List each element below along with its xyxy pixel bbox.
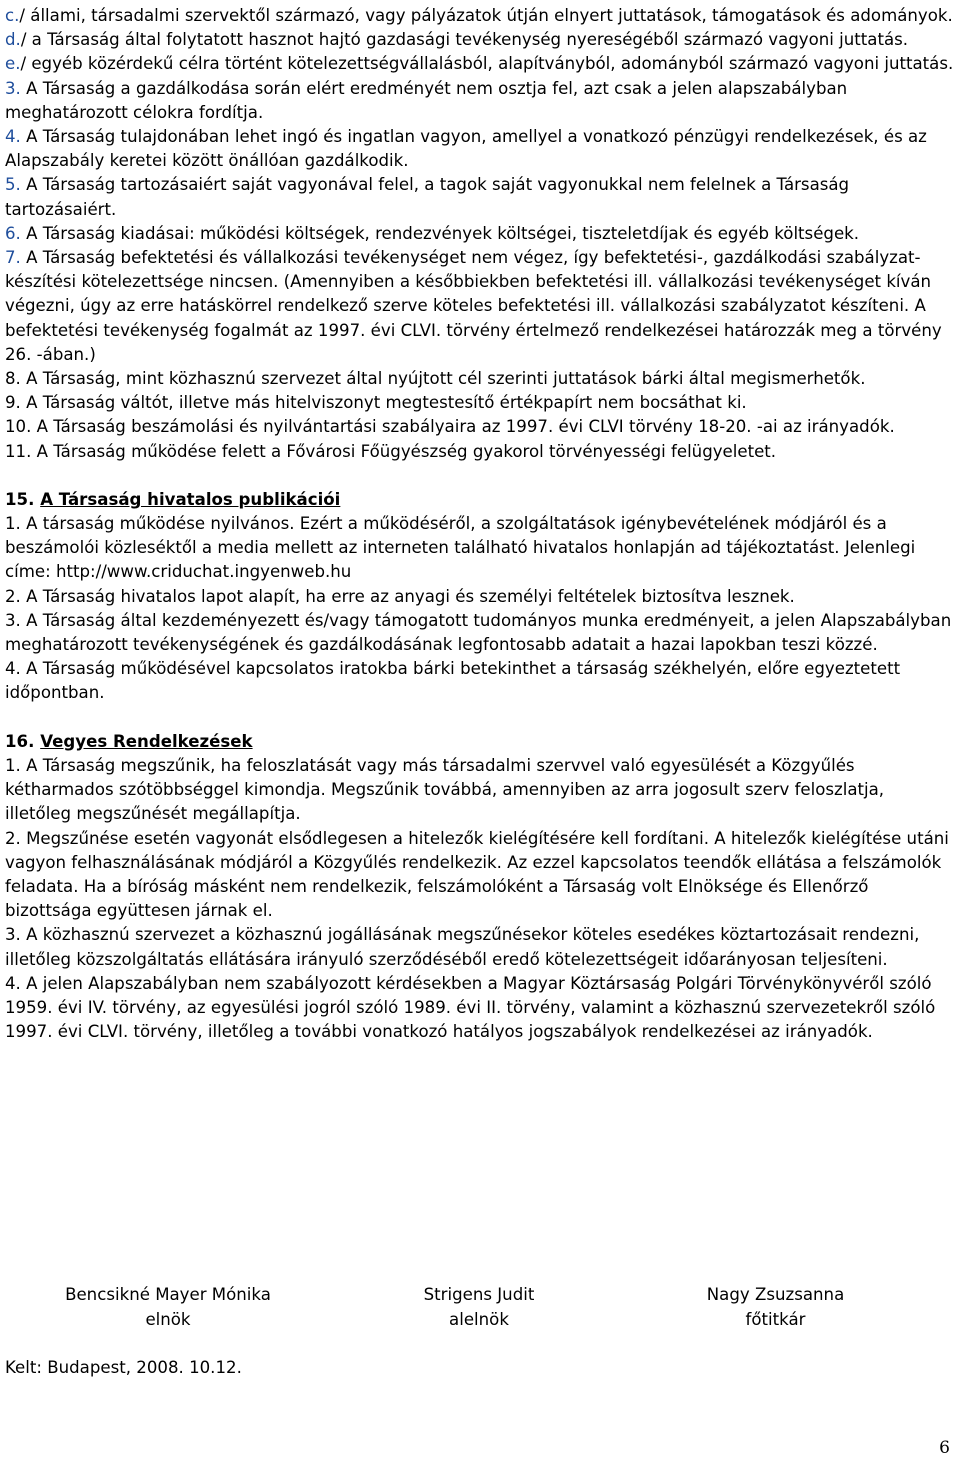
list-item (5, 173, 955, 221)
signature-block (0, 1282, 960, 1342)
item-marker: d. (5, 30, 21, 50)
item-text: A Társaság tartozásaiért saját vagyonával felel, a tagok saját vagyonukkal nem felelnek a Társaság tartozásaiért. (5, 175, 850, 219)
section-paragraph: 3. A Társaság által kezdeményezett és/vagy támogatott tudományos munka eredményeit, a jelen Alapszabályban meghatározott tevékenységének és gazdálkodásának legfontosabb adatait a hazai lapokban teszi közzé. (5, 610, 952, 655)
signatory-name: Strigens Judit (423, 1285, 535, 1304)
section-paragraph: 2. A Társaság hivatalos lapot alapít, ha erre az anyagi és személyi feltételek biztosítva lesznek. (5, 586, 795, 606)
item-text: A Társaság kiadásai: működési költségek, rendezvények költségei, tiszteletdíjak és egyéb költségek. (20, 223, 860, 243)
section-paragraph: 4. A Társaság működésével kapcsolatos iratokba bárki betekinthet a társaság székhelyén, előre egyeztetett időpontban. (5, 659, 901, 703)
section-15 (5, 488, 955, 706)
spacer (5, 464, 955, 488)
item-text: A Társaság a gazdálkodása során elért eredményét nem osztja fel, azt csak a jelen alapszabályban meghatározott célokra fordítja. (5, 78, 848, 122)
section-heading (5, 730, 955, 754)
item-text: / a Társaság által folytatott hasznot hajtó gazdasági tevékenység nyereségéből származó vagyoni juttatás. (20, 30, 909, 50)
signature-president (58, 1282, 278, 1332)
section-title: A Társaság hivatalos publikációi (40, 489, 341, 509)
item-marker: 5. (5, 175, 21, 195)
signatory-role: főtitkár (745, 1310, 806, 1329)
list-item (5, 125, 955, 173)
item-text: / állami, társadalmi szervektől származó, vagy pályázatok útján elnyert juttatások, támogatások és adományok. (19, 6, 953, 25)
item-marker: c. (5, 6, 20, 25)
spacer (5, 706, 955, 730)
page-number: 6 (939, 1438, 950, 1458)
list-item (5, 391, 955, 415)
list-item (5, 415, 955, 439)
date-line: Kelt: Budapest, 2008. 10.12. (5, 1358, 242, 1377)
section-number: 15. (5, 489, 35, 509)
section-paragraph: 3. A közhasznú szervezet a közhasznú jogállásának megszűnésekor köteles esedékes köztartozásait rendezni, illetőleg közszolgáltatás ellátására irányuló szerződéséből eredő kötelezettségeit időarányosan teljesíteni. (5, 925, 920, 969)
signature-vice-president (409, 1282, 549, 1332)
item-text: A Társaság tulajdonában lehet ingó és ingatlan vagyon, amellyel a vonatkozó pénzügyi rendelkezések, és az Alapszabály keretei között önállóan gazdálkodik. (5, 127, 927, 171)
section-paragraph: 1. A társaság működése nyilvános. Ezért a működéséről, a szolgáltatások igénybevételének módjáról és a beszámolói közleséktől a media mellett az interneten található hivatalos honlapján ad tájékoztatást. Jelenlegi címe: http://www.criduchat.ingyenweb.hu (5, 514, 916, 582)
section-heading (5, 488, 955, 512)
signatory-name: Nagy Zsuzsanna (706, 1285, 845, 1304)
item-marker: 3. (5, 78, 21, 98)
item-text: 11. A Társaság működése felett a Fővárosi Főügyészség gyakorol törvényességi felügyeletet. (5, 441, 777, 461)
document-body (5, 4, 955, 1044)
item-marker: e. (5, 54, 21, 74)
list-item (5, 4, 955, 28)
list-item (5, 28, 955, 52)
list-item (5, 367, 955, 391)
list-item (5, 52, 955, 76)
item-marker: 6. (5, 223, 21, 243)
signatory-name: Bencsikné Mayer Mónika (65, 1285, 271, 1304)
section-number: 16. (5, 731, 35, 751)
item-marker: 4. (5, 127, 21, 147)
item-text: 9. A Társaság váltót, illetve más hitelviszonyt megtestesítő értékpapírt nem bocsáthat ki. (5, 393, 747, 413)
section-paragraph: 2. Megszűnése esetén vagyonát elsődlegesen a hitelezők kielégítésére kell fordítani. A hitelezők kielégítése utáni vagyon felhasználásának módjáról a Közgyűlés rendelkezik. Az ezzel kapcsolatos teendők ellátása a felszámolók feladata. Ha a bíróság másként nem rendelkezik, felszámolóként a Társaság volt Elnöksége és Ellenőrző bizottsága együttesen járnak el. (5, 828, 949, 921)
item-text: 10. A Társaság beszámolási és nyilvántartási szabályaira az 1997. évi CLVI törvény 18-20. -ai az irányadók. (5, 417, 895, 437)
list-item (5, 77, 955, 125)
item-text: A Társaság befektetési és vállalkozási tevékenységet nem végez, így befektetési-, gazdálkodási szabályzat-készítési kötelezettsége nincsen. (Amennyiben a későbbiekben befektetési ill. vállalkozási tevékenységet kíván végezni, úgy az erre hatáskörrel rendelkező szerve köteles befektetési ill. vállalkozási szabályzatot készíteni. A befektetési tevékenység fogalmát az 1997. évi CLVI. törvény értelmező rendelkezései határozzák meg a törvény 26. -ában.) (5, 248, 942, 364)
signatory-role: elnök (145, 1310, 191, 1329)
list-item (5, 440, 955, 464)
item-text: / egyéb közérdekű célra történt kötelezettségvállalásból, alapítványból, adományból származó vagyoni juttatás. (20, 54, 954, 74)
section-paragraph: 4. A jelen Alapszabályban nem szabályozott kérdésekben a Magyar Köztársaság Polgári Törvénykönyvéről szóló 1959. évi IV. törvény, az egyesülési jogról szóló 1989. évi II. törvény, valamint a közhasznú szervezetekről szóló 1997. évi CLVI. törvény, illetőleg a további vonatkozó hatályos jogszabályok rendelkezései az irányadók. (5, 973, 936, 1042)
item-marker: 7. (5, 248, 21, 268)
item-text: 8. A Társaság, mint közhasznú szervezet által nyújtott cél szerinti juttatások bárki által megismerhetők. (5, 369, 866, 389)
top-items (5, 4, 955, 464)
section-title: Vegyes Rendelkezések (40, 731, 253, 751)
list-item (5, 222, 955, 246)
section-16 (5, 730, 955, 1045)
list-item (5, 246, 955, 367)
section-paragraph: 1. A Társaság megszűnik, ha feloszlatását vagy más társadalmi szervvel való egyesülését a Közgyűlés kétharmados szótöbbséggel kimondja. Megszűnik továbbá, amennyiben az arra jogosult szerv feloszlatja, illetőleg megszűnését megállapítja. (5, 755, 885, 824)
signature-secretary-general (688, 1282, 863, 1332)
signatory-role: alelnök (449, 1310, 509, 1329)
